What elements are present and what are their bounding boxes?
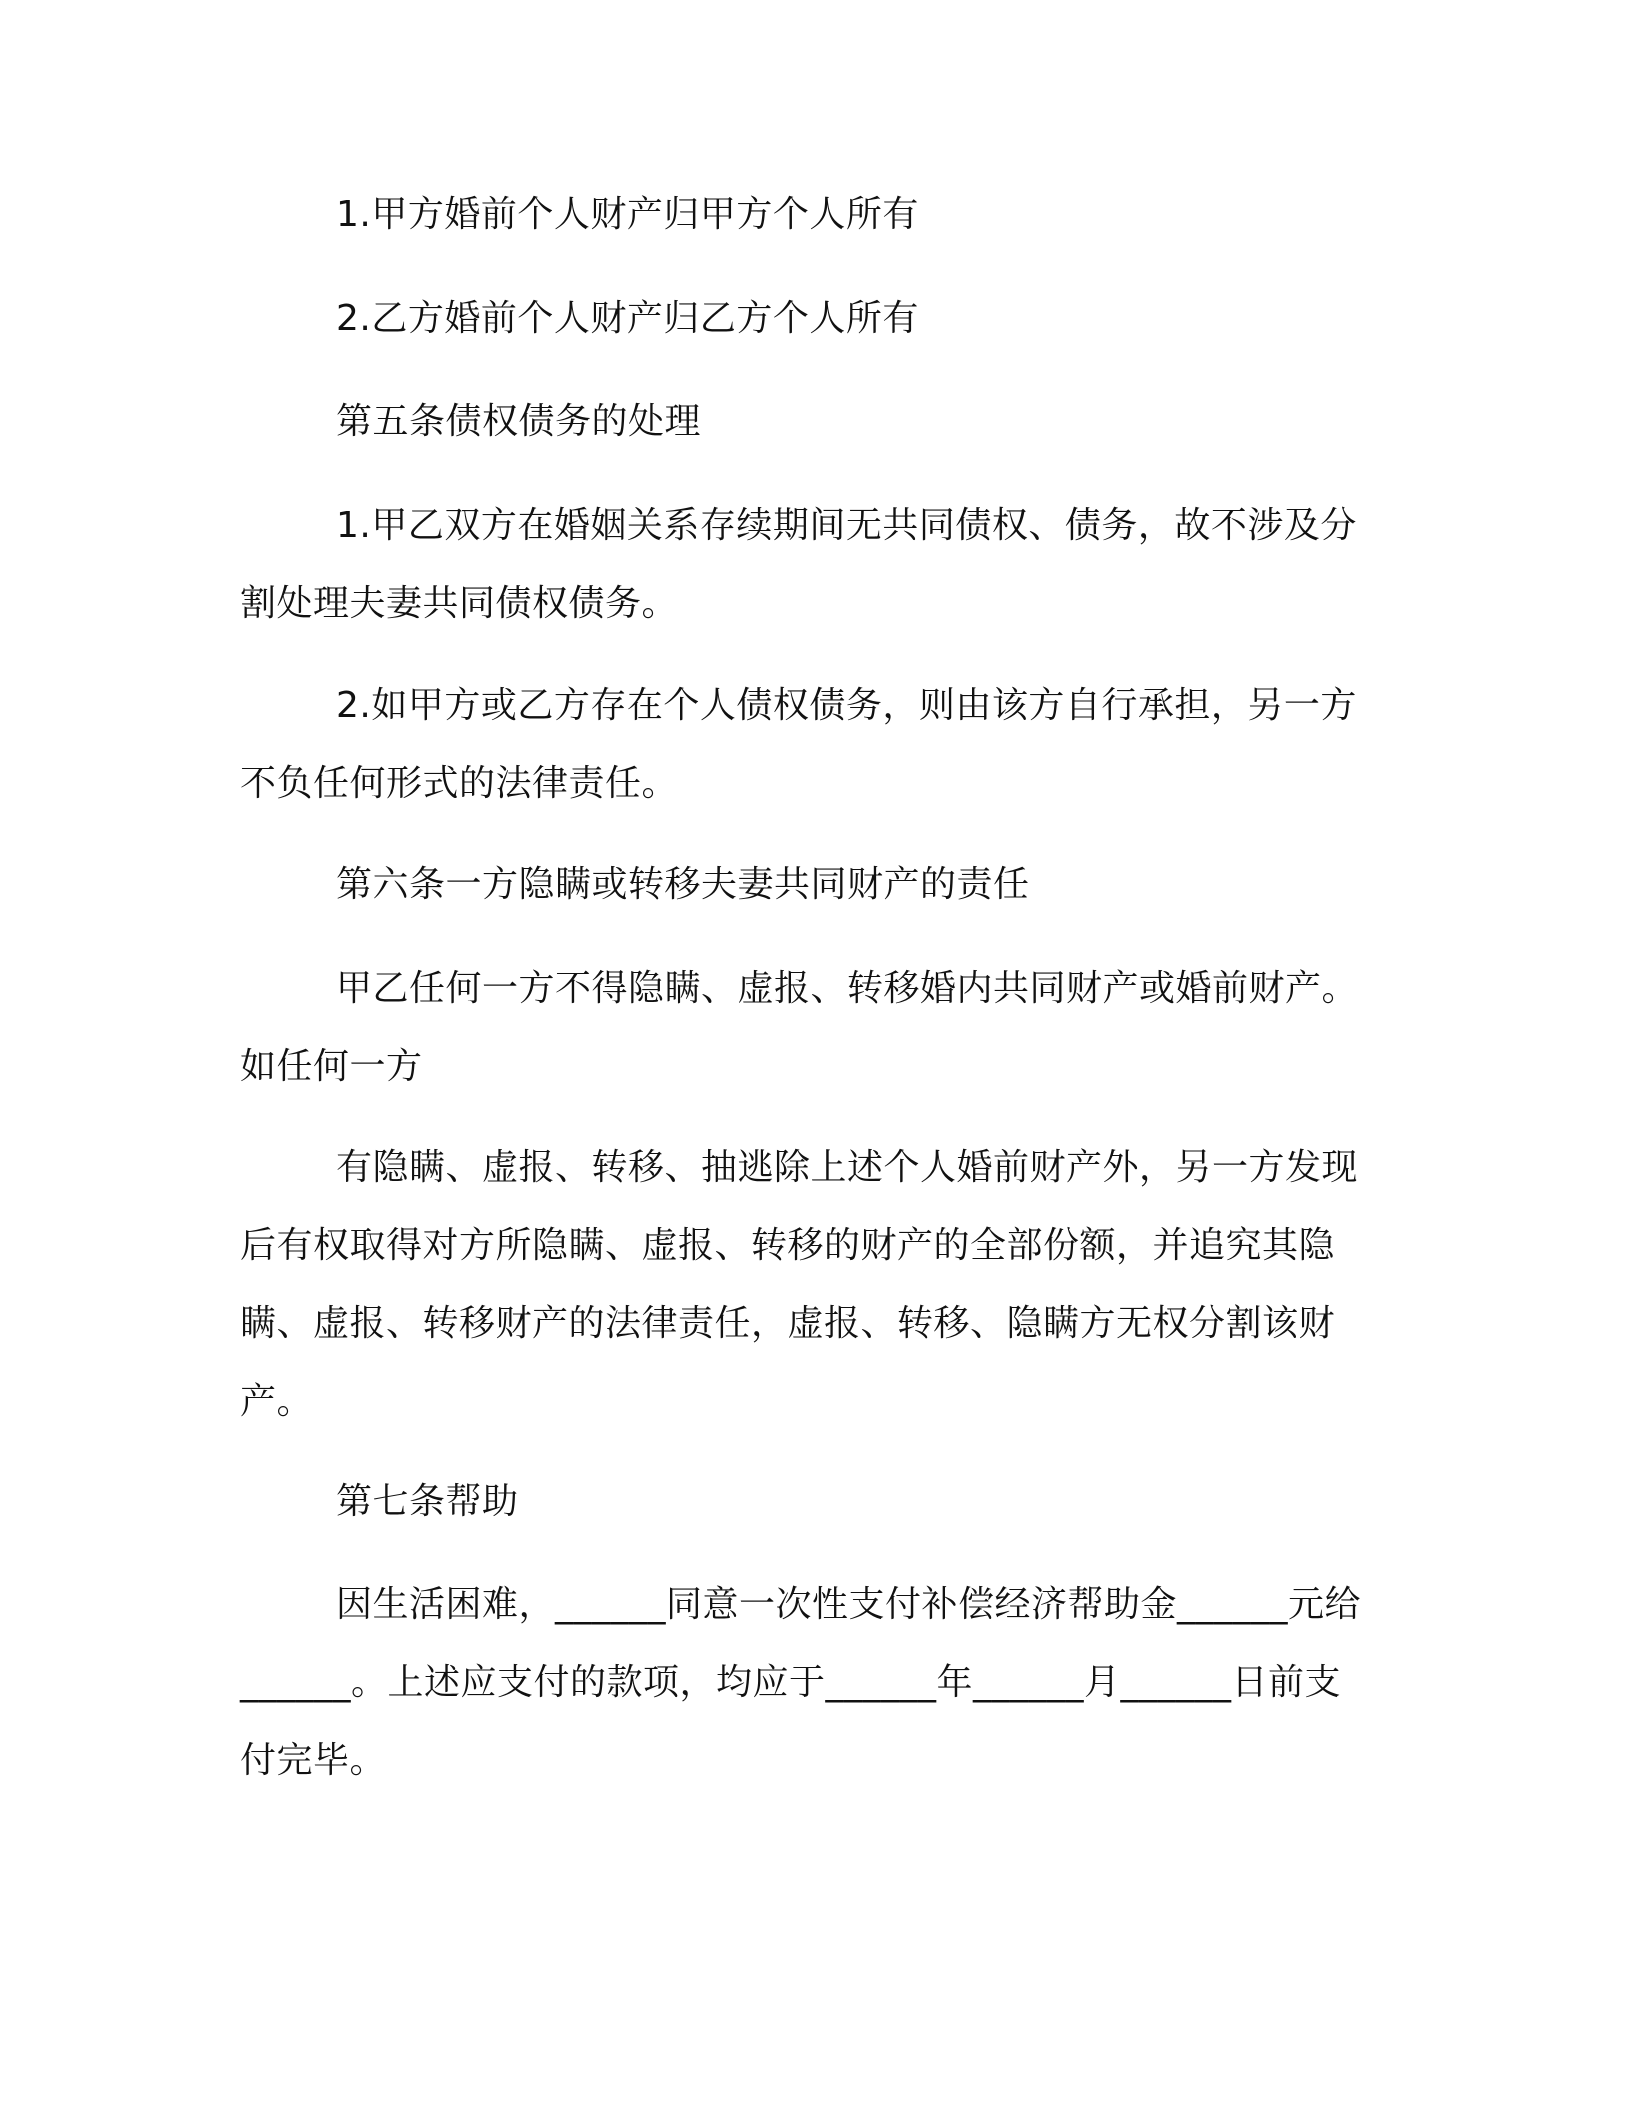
clause-5-item-1: 1.甲乙双方在婚姻关系存续期间无共同债权、债务，故不涉及分割处理夫妻共同债权债务。 — [240, 505, 1357, 624]
clause-5-heading: 第五条债权债务的处理 — [336, 401, 702, 442]
clause-4-item-1: 1.甲方婚前个人财产归甲方个人所有 — [336, 194, 919, 235]
clause-4-item-2: 2.乙方婚前个人财产归乙方个人所有 — [336, 298, 919, 339]
clause-6-heading: 第六条一方隐瞒或转移夫妻共同财产的责任 — [336, 864, 1030, 905]
clause-6-paragraph-2: 有隐瞒、虚报、转移、抽逃除上述个人婚前财产外，另一方发现后有权取得对方所隐瞒、虚报、转移的财产的全部份额，并追究其隐瞒、虚报、转移财产的法律责任，虚报、转移、隐瞒方无权分割该财产。 — [240, 1147, 1359, 1422]
clause-7-paragraph: 因生活困难，______同意一次性支付补偿经济帮助金______元给______。上述应支付的款项，均应于______年______月______日前支付完毕。 — [240, 1584, 1362, 1781]
clause-7-heading: 第七条帮助 — [336, 1481, 519, 1522]
clause-5-item-2: 2.如甲方或乙方存在个人债权债务，则由该方自行承担，另一方不负任何形式的法律责任。 — [240, 685, 1357, 804]
clause-6-paragraph-1: 甲乙任何一方不得隐瞒、虚报、转移婚内共同财产或婚前财产。如任何一方 — [240, 968, 1359, 1087]
